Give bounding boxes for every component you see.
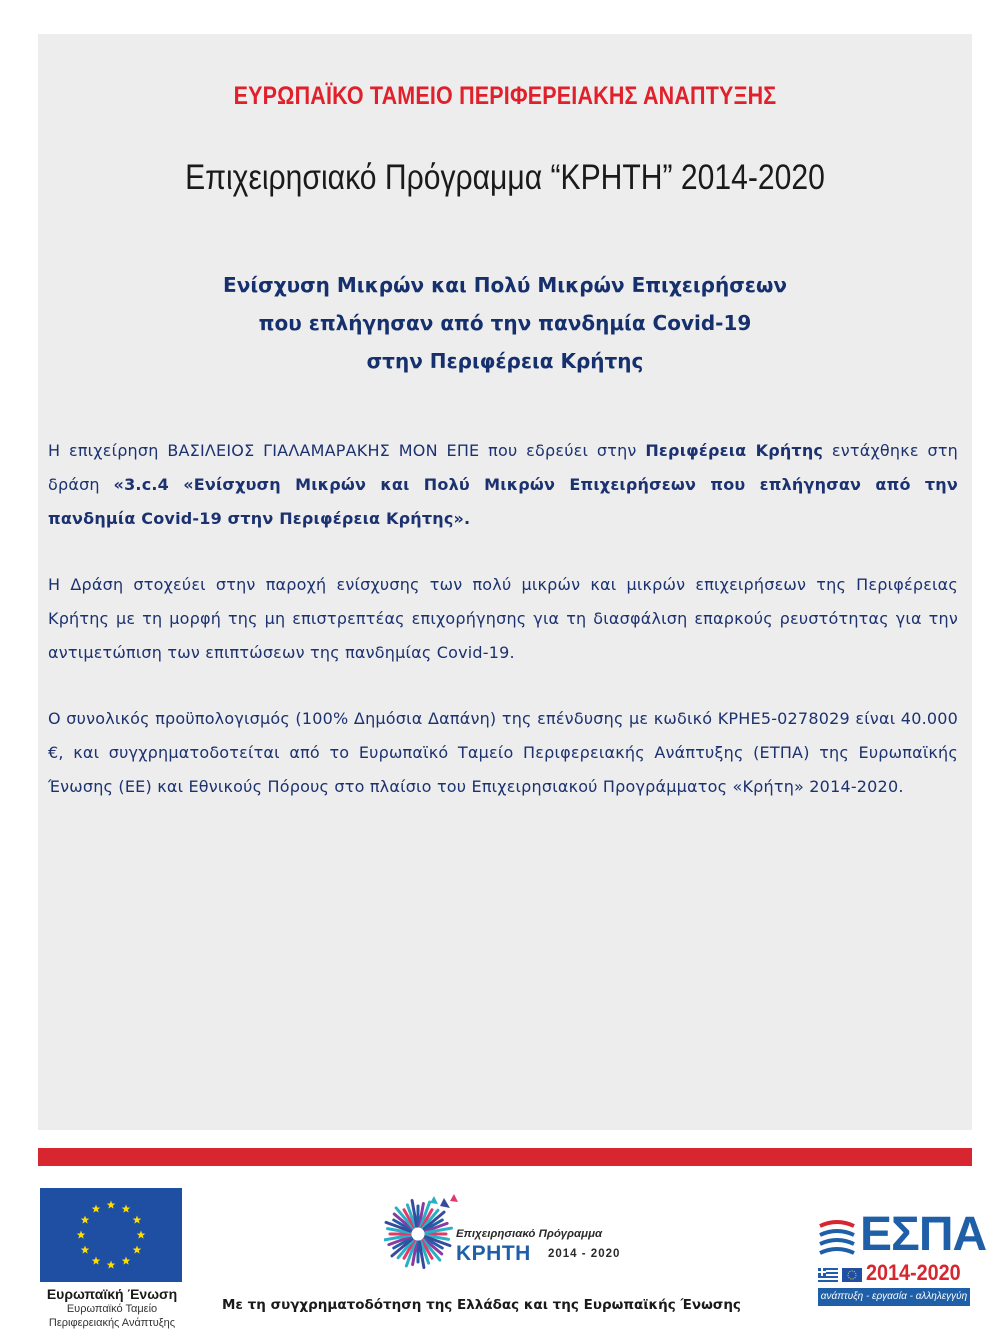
content-panel [38,34,972,1130]
espa-years: 2014-2020 [866,1260,961,1285]
greece-eu-flags-icon [818,1268,862,1282]
action-title-line-1: Ενίσχυση Μικρών και Πολύ Μικρών Επιχειρήσεων [223,273,787,297]
eu-fund-line-2: Περιφερειακής Ανάπτυξης [48,1317,176,1329]
red-divider-bar [38,1148,972,1166]
eu-name: Ευρωπαϊκή Ένωση [46,1286,178,1302]
cofunding-statement: Με τη συγχρηματοδότηση της Ελλάδας και της Ευρωπαϊκής Ένωσης [222,1297,741,1313]
action-title-line-2: που επλήγησαν από την πανδημία Covid-19 [258,311,752,335]
espa-word: ΕΣΠΑ [860,1208,987,1261]
crete-years: 2014 - 2020 [548,1248,621,1260]
paragraph-budget: Ο συνολικός προϋπολογισμός (100% Δημόσια Δαπάνη) της επένδυσης με κωδικό ΚΡΗΕ5-0278029 είναι 40.000 €, και συγχρηματοδοτείται από το Ευρωπαϊκό Ταμείο Περιφερειακής Ανάπτυξης (ΕΤΠΑ) της Ευρωπαϊκής Ένωσης (ΕΕ) και Εθνικούς Πόρους στο πλαίσιο του Επιχειρησιακού Προγράμματος «Κρήτη» 2014-2020. [48,709,958,796]
eu-fund-line-1: Ευρωπαϊκό Ταμείο [66,1303,158,1315]
crete-program-label: Επιχειρησιακό Πρόγραμμα [456,1228,603,1240]
action-title [38,266,972,380]
eu-flag-icon [40,1188,182,1282]
espa-wave-icon [818,1218,856,1260]
program-title: Επιχειρησιακό Πρόγραμμα “ΚΡΗΤΗ” 2014-2020 [185,158,825,197]
fund-title: ΕΥΡΩΠΑΪΚΟ ΤΑΜΕΙΟ ΠΕΡΙΦΕΡΕΙΑΚΗΣ ΑΝΑΠΤΥΞΗΣ [233,82,777,110]
region-name: Περιφέρεια Κρήτης [645,441,824,460]
action-title-line-3: στην Περιφέρεια Κρήτης [366,349,644,373]
crete-name: ΚΡΗΤΗ [456,1242,531,1265]
paragraph-action-goal: Η Δράση στοχεύει στην παροχή ενίσχυσης των πολύ μικρών και μικρών επιχειρήσεων της Περιφέρειας Κρήτης με τη μορφή της μη επιστρεπτέας επιχορήγησης για τη διασφάλιση επαρκούς ρευστότητας για την αντιμετώπιση των επιπτώσεων της πανδημίας Covid-19. [48,575,958,662]
espa-slogan: ανάπτυξη - εργασία - αλληλεγγύη [818,1288,970,1306]
eu-logo-text [30,1286,194,1330]
paragraph-beneficiary [48,434,958,536]
paragraph-beneficiary-text-a: Η επιχείρηση ΒΑΣΙΛΕΙΟΣ ΓΙΑΛΑΜΑΡΑΚΗΣ ΜΟΝ ΕΠΕ που εδρεύει στην [48,441,646,460]
action-code-name: «3.c.4 «Ενίσχυση Μικρών και Πολύ Μικρών Επιχειρήσεων που επλήγησαν από την πανδημία Covid-19 στην Περιφέρεια Κρήτης». [48,475,958,528]
paragraph-beneficiary-text-b: εντάχθηκε στη δράση [48,441,958,494]
